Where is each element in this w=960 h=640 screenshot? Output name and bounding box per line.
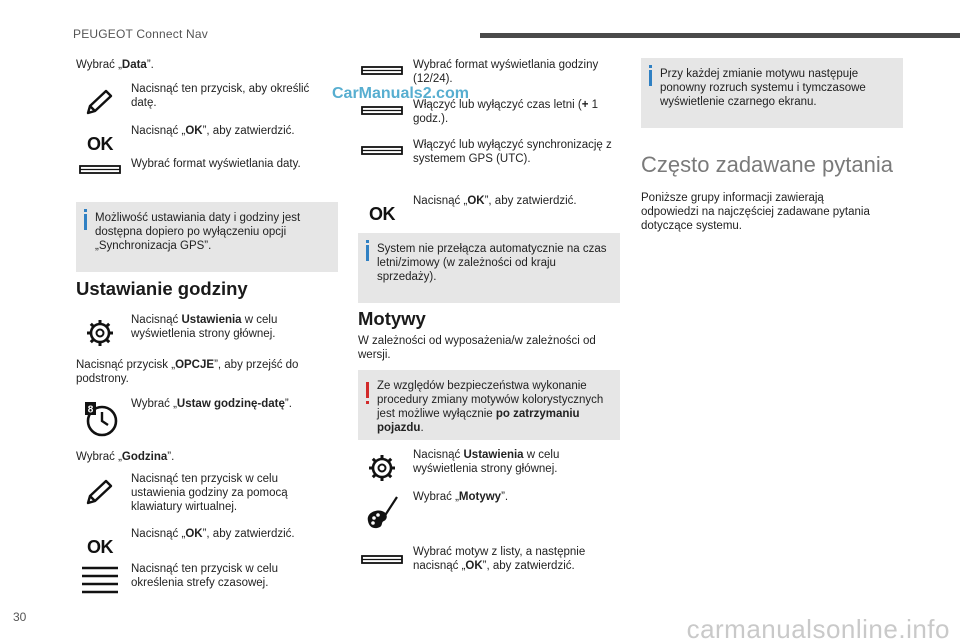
edit-date-text: Nacisnąć ten przycisk, aby określić datę. [131,83,310,109]
pencil-icon [76,82,124,122]
themes-intro: W zależności od wyposażenia/w zależności od wersji. [358,335,596,361]
ok-text-2: Nacisnąć „OK”, aby zatwierdzić. [131,528,295,540]
page-number: 30 [13,610,27,624]
ok-row-3 [358,194,620,234]
gear-icon [76,313,124,353]
settings-row-2 [358,448,620,488]
settings-text-1: Nacisnąć Ustawienia w celu wyświetlenia strony głównej. [131,314,278,340]
toggle-bar-icon [358,138,406,164]
dst-text: Włączyć lub wyłączyć czas letni (+ 1 godz.). [413,99,599,125]
svg-text:8: 8 [87,404,94,416]
pencil-icon [76,472,124,512]
toggle-bar-icon [358,545,406,575]
toggle-bar-icon [358,58,406,84]
dst-row [358,98,620,138]
choose-theme-row [358,545,620,585]
settings-text-2: Nacisnąć Ustawienia w celu wyświetlenia strony głównej. [413,449,560,475]
faq-intro: Poniższe grupy informacji zawierają odpowiedzi na najczęściej zadawane pytania dotyczące systemu. [641,192,870,232]
ok-text-1: Nacisnąć „OK”, aby zatwierdzić. [131,125,295,137]
info-note-dst [358,233,620,303]
clock-icon [76,397,124,439]
gps-sync-text: Włączyć lub wyłączyć synchronizację z systemem GPS (UTC). [413,139,612,165]
timezone-text: Nacisnąć ten przycisk w celu określenia strefy czasowej. [131,563,278,589]
warning-note-text: Ze względów bezpieczeństwa wykonanie procedury zmiany motywów kolorystycznych jest możliwe wyłącznie po zatrzymaniu pojazdu. [377,380,604,434]
options-text: Nacisnąć przycisk „OPCJE”, aby przejść do podstrony. [76,359,299,385]
heading-faq: Często zadawane pytania [641,152,893,177]
header-bar [480,33,960,38]
info-note-date [76,202,338,272]
select-themes-row [358,490,620,536]
watermark: CarManuals2.com [332,85,469,102]
date-format-text: Wybrać format wyświetlania daty. [131,158,301,170]
select-data-text: Wybrać „Data”. [76,59,154,71]
select-themes-text: Wybrać „Motywy”. [413,491,509,503]
toggle-bar-icon [76,157,124,183]
footer-watermark: carmanualsonline.info [686,614,950,640]
ok-icon: OK [87,134,113,154]
choose-theme-text: Wybrać motyw z listy, a następnie nacisnąć „OK”, aby zatwierdzić. [413,546,586,572]
info-icon [649,70,652,86]
warning-icon [366,382,369,398]
date-format-row [76,157,338,197]
edit-date-row [76,82,338,122]
warning-note-themes [358,370,620,440]
heading-themes: Motywy [358,308,426,329]
info-note-restart-text: Przy każdej zmianie motywu następuje ponowny rozruch systemu i tymczasowe wyświetlenie czarnego ekranu. [660,68,866,108]
info-note-date-text: Możliwość ustawiania daty i godziny jest dostępna dopiero po wyłączeniu opcji „Synchronizacja GPS”. [95,212,301,252]
info-icon [366,245,369,261]
set-time-date-text: Wybrać „Ustaw godzinę-datę”. [131,398,292,410]
edit-time-row [76,472,338,516]
ok-icon: OK [369,204,395,224]
ok-icon: OK [87,537,113,557]
list-icon [76,562,124,598]
time-format-text: Wybrać format wyświetlania godziny (12/24). [413,59,599,85]
palette-icon [358,490,406,536]
settings-row-1 [76,313,338,353]
time-format-row [358,58,620,98]
heading-time: Ustawianie godziny [76,278,248,299]
info-note-restart [641,58,903,128]
set-time-date-row [76,397,338,439]
info-note-dst-text: System nie przełącza automatycznie na czas letni/zimowy (w zależności od kraju sprzedaży). [377,243,607,283]
timezone-row [76,562,338,598]
gear-icon [358,448,406,488]
header-title: PEUGEOT Connect Nav [73,27,208,41]
select-hour-text: Wybrać „Godzina”. [76,451,175,463]
ok-row-2 [76,527,338,567]
info-icon [84,214,87,230]
ok-text-3: Nacisnąć „OK”, aby zatwierdzić. [413,195,577,207]
edit-time-text: Nacisnąć ten przycisk w celu ustawienia godziny za pomocą klawiatury wirtualnej. [131,473,288,513]
toggle-bar-icon [358,98,406,124]
gps-sync-row [358,138,620,182]
